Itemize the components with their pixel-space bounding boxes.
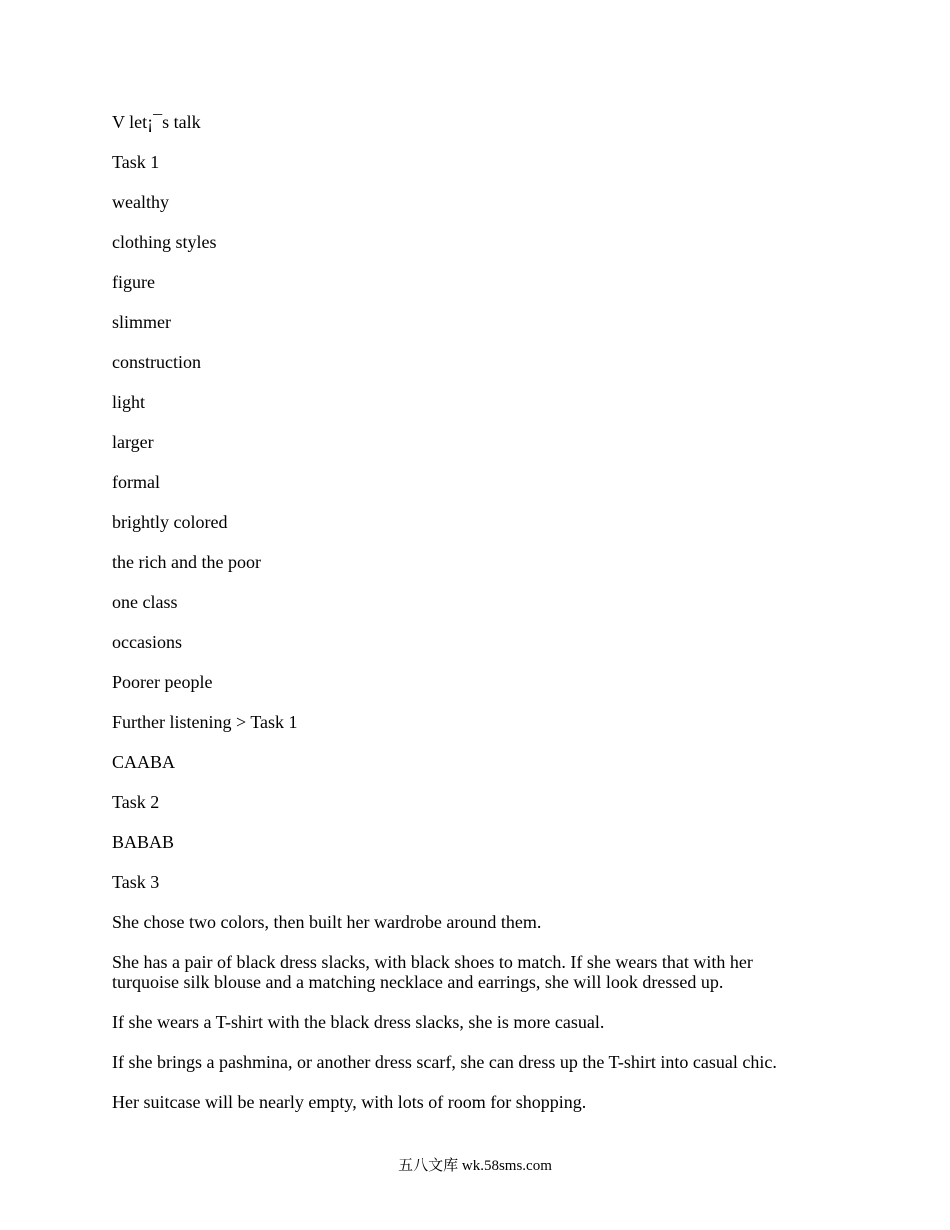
body-paragraph: Her suitcase will be nearly empty, with lots of room for shopping. <box>112 1092 587 1112</box>
body-paragraph: If she wears a T-shirt with the black dress slacks, she is more casual. <box>112 1012 605 1032</box>
task-2-label: Task 2 <box>112 792 160 812</box>
task-3-label: Task 3 <box>112 872 160 892</box>
answer-line: larger <box>112 432 154 452</box>
answer-line: Poorer people <box>112 672 213 692</box>
answer-key: CAABA <box>112 752 176 772</box>
answer-line: figure <box>112 272 155 292</box>
answer-line: slimmer <box>112 312 171 332</box>
answer-line: wealthy <box>112 192 169 212</box>
answer-line: construction <box>112 352 201 372</box>
body-paragraph: If she brings a pashmina, or another dress scarf, she can dress up the T-shirt into casual chic. <box>112 1052 777 1072</box>
section-heading-further-listening: Further listening > Task 1 <box>112 712 298 732</box>
answer-line: the rich and the poor <box>112 552 261 572</box>
document-page <box>112 112 812 1132</box>
answer-line: occasions <box>112 632 182 652</box>
heading-lets-talk: V let¡¯s talk <box>112 112 201 132</box>
answer-line: clothing styles <box>112 232 217 252</box>
page-footer: 五八文库 wk.58sms.com <box>398 1158 552 1174</box>
body-paragraph: She chose two colors, then built her wardrobe around them. <box>112 912 542 932</box>
answer-line: one class <box>112 592 178 612</box>
answer-line: brightly colored <box>112 512 228 532</box>
answer-line: light <box>112 392 146 412</box>
answer-key: BABAB <box>112 832 175 852</box>
answer-line: formal <box>112 472 160 492</box>
body-paragraph: She has a pair of black dress slacks, with black shoes to match. If she wears that with her turquoise silk blouse and a matching necklace and earrings, she will look dressed up. <box>112 952 753 992</box>
task-1-label: Task 1 <box>112 152 160 172</box>
